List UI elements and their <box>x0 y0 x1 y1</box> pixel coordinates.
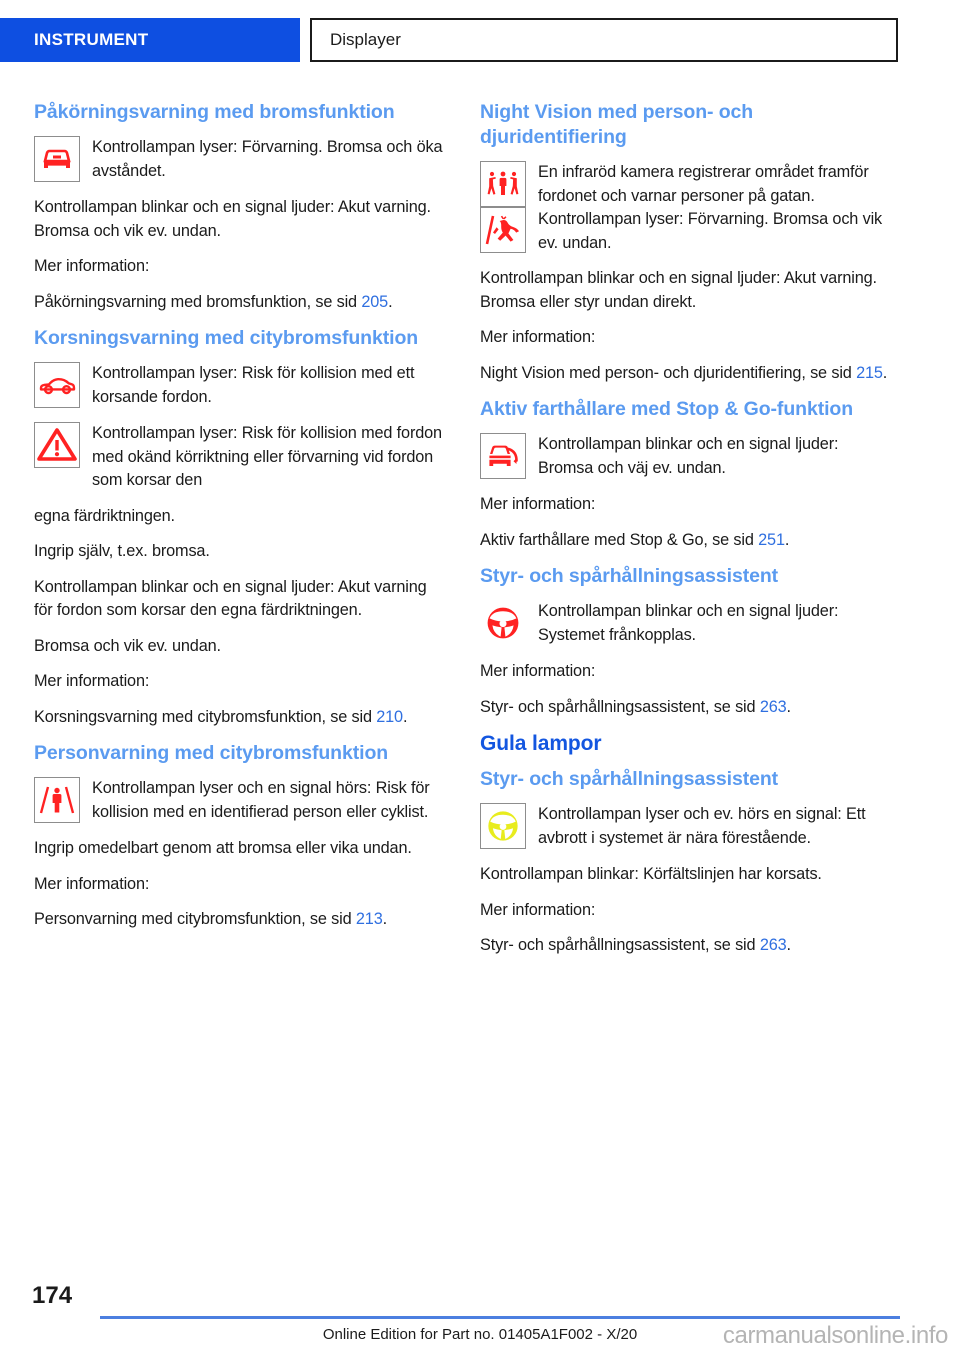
ref-personvarning <box>34 908 444 932</box>
page-link-213[interactable]: 213 <box>355 910 383 928</box>
flow-text-aktiv-farthallare: Mer information: <box>480 495 596 513</box>
page-footer <box>0 1270 960 1362</box>
para-mer-information-5: Mer information: <box>480 900 596 919</box>
page-link-205[interactable]: 205 <box>361 292 389 311</box>
flow-text-pakorningsvarning: Kontrollampan blinkar och en signal ljuder: Akut varning. Bromsa och vik ev. undan. <box>34 198 431 240</box>
page-number: 174 <box>32 1282 73 1309</box>
icon-text-korsningsvarning-2: Kontrollampan lyser: Risk för kollision med fordon med okänd körriktning eller förvarning vid fordon som korsar den <box>92 424 442 489</box>
icon-row-night-vision <box>480 161 890 255</box>
para-mer-information-3: Mer information: <box>34 874 150 893</box>
car-brake-distance-icon <box>480 433 526 479</box>
section-title-styr-spar-rod: Styr- och spårhållningsassistent <box>480 565 779 587</box>
icon-row-styr-spar-gul <box>480 803 890 851</box>
ref-prefix: Personvarning med citybromsfunktion, se sid <box>34 910 356 928</box>
watermark-label: carmanualsonline.info <box>722 1322 948 1349</box>
footer-edition-note: Online Edition for Part no. 01405A1F002 - X/20 <box>322 1326 638 1343</box>
para-mer-information-4: Mer information: <box>480 328 596 346</box>
three-pedestrians-icon <box>480 161 526 207</box>
para-mer-information-2: Mer information: <box>34 672 150 690</box>
car-side-icon <box>34 362 80 408</box>
para-night-vision-akut: Kontrollampan blinkar och en signal ljuder: Akut varning. Bromsa eller styr undan direkt. <box>480 269 877 311</box>
para-mer-information-1: Mer information: <box>34 257 150 275</box>
ref-suffix: . <box>786 936 791 954</box>
section-title-pakorningsvarning: Påkörningsvarning med bromsfunktion <box>34 101 395 123</box>
tab-instrument-label: INSTRUMENT <box>34 30 149 49</box>
ref-suffix: . <box>388 292 393 311</box>
icon-text-styr-spar-rod: Kontrollampan blinkar och en signal ljuder: Systemet frånkopplas. <box>538 602 839 644</box>
ref-prefix: Aktiv farthållare med Stop & Go, se sid <box>480 530 759 549</box>
ref-korsningsvarning <box>34 706 444 730</box>
icon-row-styr-spar-rod <box>480 600 890 648</box>
page-header <box>0 18 960 62</box>
ref-suffix: . <box>382 910 387 928</box>
icon-text-night-vision-2: Kontrollampan lyser: Förvarning. Bromsa och vik ev. undan. <box>538 210 883 252</box>
page-link-263-b[interactable]: 263 <box>759 936 787 954</box>
icon-text-aktiv-farthallare: Kontrollampan blinkar och en signal ljuder: Bromsa och väj ev. undan. <box>538 435 839 477</box>
section-title-night-vision: Night Vision med person- och djuridentifiering <box>480 101 754 148</box>
icon-text-korsningsvarning-1: Kontrollampan lyser: Risk för kollision med ett korsande fordon. <box>92 364 415 406</box>
left-column <box>34 100 444 932</box>
icon-row-pakorningsvarning <box>34 136 444 184</box>
tab-displayer-label: Displayer <box>330 30 401 49</box>
icon-text-pakorningsvarning: Kontrollampan lyser: Förvarning. Bromsa och öka avståndet. <box>92 138 443 180</box>
tab-displayer[interactable] <box>310 18 898 62</box>
pedestrian-warning-icon <box>34 777 80 823</box>
ref-styr-spar-gul <box>480 934 890 958</box>
ref-pakorningsvarning <box>34 291 444 315</box>
icon-row-korsningsvarning-2 <box>34 422 444 493</box>
ref-prefix: Påkörningsvarning med bromsfunktion, se sid <box>34 292 362 311</box>
page-link-210[interactable]: 210 <box>376 707 403 726</box>
deer-icon <box>480 207 526 253</box>
ref-aktiv-farthallare <box>480 529 890 553</box>
section-title-aktiv-farthallare: Aktiv farthållare med Stop & Go-funktion <box>480 398 854 420</box>
icon-text-styr-spar-gul: Kontrollampan lyser och ev. hörs en signal: Ett avbrott i systemet är nära förestående. <box>538 805 866 847</box>
icon-row-aktiv-farthallare <box>480 433 890 481</box>
section-title-personvarning: Personvarning med citybromsfunktion <box>34 742 389 764</box>
section-title-gula-lampor: Gula lampor <box>480 732 602 755</box>
page-link-215[interactable]: 215 <box>856 363 883 382</box>
ref-styr-spar-rod <box>480 696 890 720</box>
ref-prefix: Styr- och spårhållningsassistent, se sid <box>480 936 760 954</box>
ref-suffix: . <box>784 530 790 549</box>
car-front-icon <box>34 136 80 182</box>
flow-text-styr-spar-rod: Mer information: <box>480 662 596 680</box>
right-column <box>480 100 890 958</box>
ref-suffix: . <box>882 363 888 382</box>
ref-prefix: Styr- och spårhållningsassistent, se sid <box>480 697 760 716</box>
flow-text-korsningsvarning: egna färdriktningen. <box>34 506 175 525</box>
ref-suffix: . <box>402 707 408 726</box>
steering-wheel-yellow-icon <box>480 803 526 849</box>
night-vision-icon-stack <box>480 161 526 253</box>
para-korfaltslinjen: Kontrollampan blinkar: Körfältslinjen har korsats. <box>480 865 822 883</box>
ref-suffix: . <box>786 697 791 716</box>
icon-text-personvarning: Kontrollampan lyser och en signal hörs: Risk för kollision med en identifierad person eller cyklist. <box>92 779 430 821</box>
page-link-251[interactable]: 251 <box>758 530 785 549</box>
icon-text-night-vision-1: En infraröd kamera registrerar området framför fordonet och varnar personer på gatan. <box>538 163 869 205</box>
para-ingrip-omedelbart: Ingrip omedelbart genom att bromsa eller vika undan. <box>34 839 412 857</box>
icon-row-korsningsvarning-1 <box>34 362 444 410</box>
ref-prefix: Korsningsvarning med citybromsfunktion, se sid <box>34 707 377 726</box>
para-ingrip-sjalv: Ingrip själv, t.ex. bromsa. <box>34 542 210 560</box>
warning-triangle-icon <box>34 422 80 468</box>
ref-night-vision <box>480 362 890 386</box>
icon-row-personvarning <box>34 777 444 825</box>
page-link-263-a[interactable]: 263 <box>759 697 787 716</box>
section-title-korsningsvarning: Korsningsvarning med citybromsfunktion <box>34 327 419 349</box>
steering-wheel-red-icon <box>480 600 526 646</box>
footer-divider <box>100 1316 900 1319</box>
section-title-styr-spar-gul: Styr- och spårhållningsassistent <box>480 768 779 790</box>
para-akut-varning-korsning: Kontrollampan blinkar och en signal ljuder: Akut varning för fordon som korsar den egna färdriktningen. <box>34 577 427 619</box>
tab-instrument[interactable] <box>0 18 300 62</box>
ref-prefix: Night Vision med person- och djuridentifiering, se sid <box>480 363 857 382</box>
para-bromsa-vik: Bromsa och vik ev. undan. <box>34 636 221 655</box>
